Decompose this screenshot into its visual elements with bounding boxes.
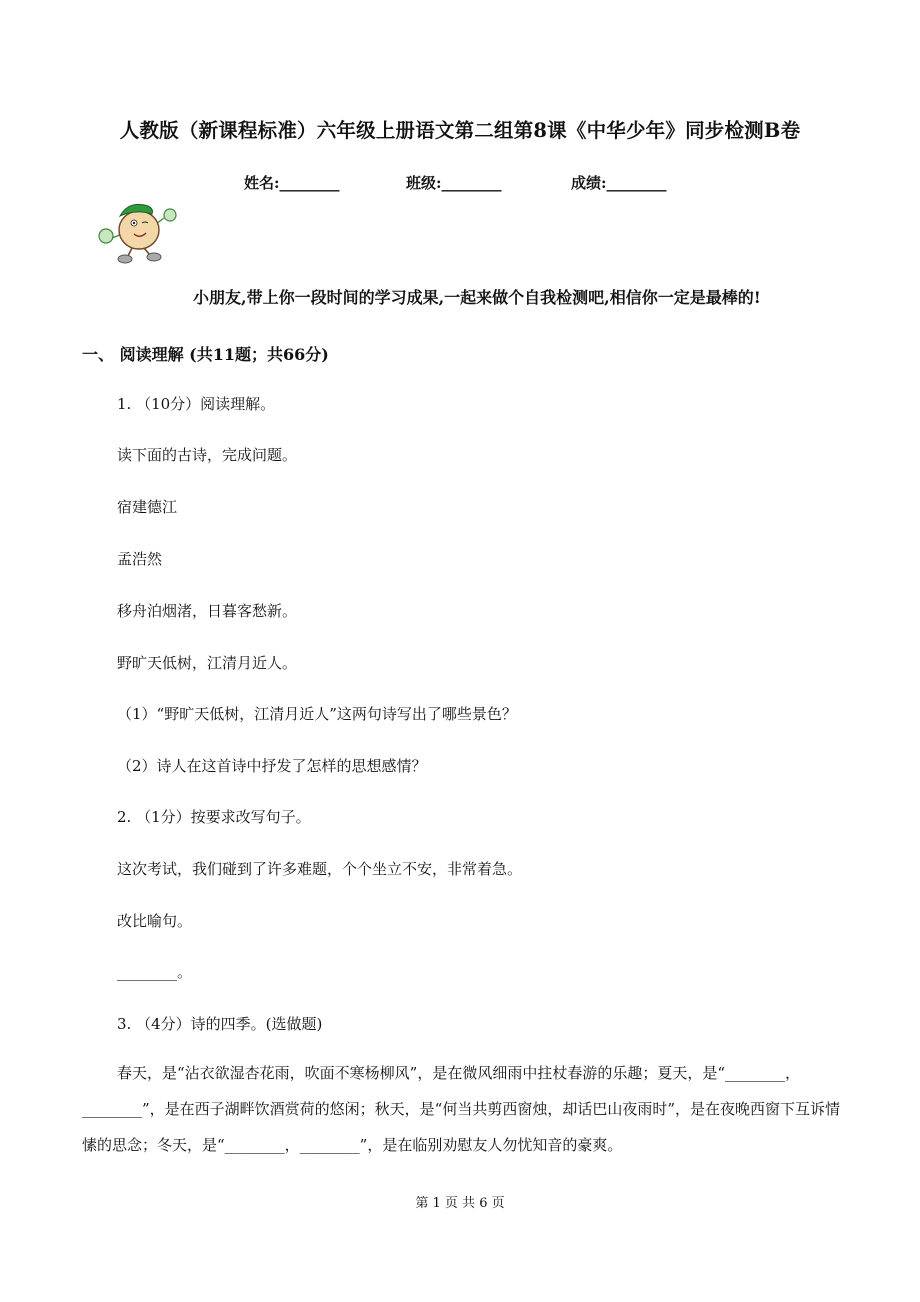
class-field: 班级:________ bbox=[406, 174, 502, 192]
question-3-paragraph: 春天，是“沾衣欲湿杏花雨，吹面不寒杨柳风”，是在微风细雨中拄杖春游的乐趣；夏天，是“________，________”，是在西子湖畔饮酒赏荷的悠闲；秋天，是“何当共剪西窗烛，却话巴山夜雨时”，是在夜晚西窗下互诉情愫的思念；冬天，是“________，________”，是在临别劝慰友人勿忧知音的豪爽。 bbox=[82, 1064, 841, 1154]
poem-title: 宿建德江 bbox=[117, 498, 178, 516]
sub-question-2: （2）诗人在这首诗中抒发了怎样的思想感情？ bbox=[117, 757, 427, 775]
question-1-instruction: 读下面的古诗，完成问题。 bbox=[117, 446, 298, 464]
section-heading: 一、 阅读理解 (共11题；共66分) bbox=[82, 345, 329, 364]
question-2-instruction: 改比喻句。 bbox=[117, 912, 193, 930]
poem-line-2: 野旷天低树，江清月近人。 bbox=[117, 654, 298, 672]
question-3-heading: 3. （4分）诗的四季。(选做题) bbox=[117, 1015, 323, 1033]
encouragement-text: 小朋友,带上你一段时间的学习成果,一起来做个自我检测吧,相信你一定是最棒的! bbox=[193, 288, 761, 307]
poem-author: 孟浩然 bbox=[117, 550, 163, 568]
page-title: 人教版（新课程标准）六年级上册语文第二组第8课《中华少年》同步检测B卷 bbox=[119, 119, 801, 142]
poem-line-1: 移舟泊烟渚，日暮客愁新。 bbox=[117, 602, 298, 620]
name-field: 姓名:________ bbox=[244, 174, 340, 192]
score-field: 成绩:________ bbox=[571, 174, 667, 192]
question-1-heading: 1. （10分）阅读理解。 bbox=[117, 395, 276, 413]
answer-blank: ________。 bbox=[117, 963, 193, 981]
question-2-sentence: 这次考试，我们碰到了许多难题，个个坐立不安，非常着急。 bbox=[117, 860, 523, 878]
sub-question-1: （1）“野旷天低树，江清月近人”这两句诗写出了哪些景色？ bbox=[117, 705, 517, 723]
question-2-heading: 2. （1分）按要求改写句子。 bbox=[117, 808, 311, 826]
cartoon-mascot-icon bbox=[96, 196, 182, 266]
page-footer: 第 1 页 共 6 页 bbox=[415, 1196, 505, 1211]
